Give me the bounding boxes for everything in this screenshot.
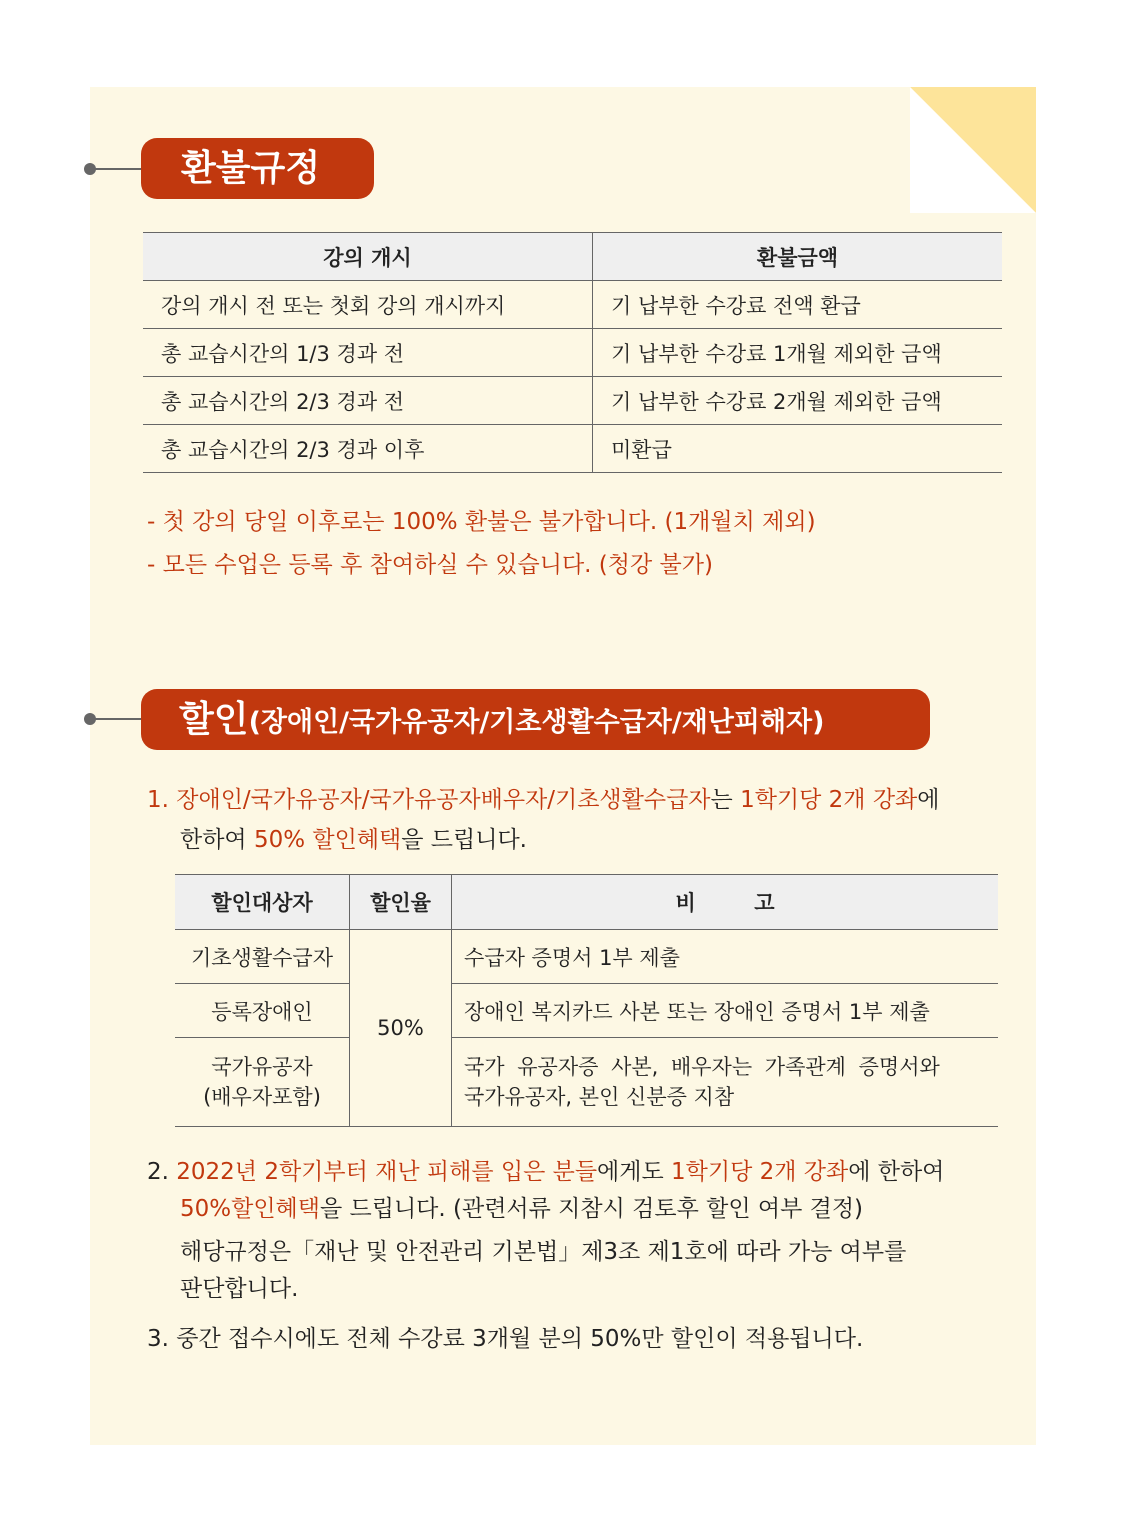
section-bullet-dot (84, 713, 96, 725)
table-cell (452, 1038, 999, 1127)
discount-title-main: 할인 (179, 699, 249, 740)
discount-item-1 (147, 781, 939, 814)
text-fragment: 한하여 (180, 827, 254, 853)
cell-line: 국가유공자, 본인 신분증 지참 (464, 1085, 735, 1109)
table-cell: 강의 개시 전 또는 첫회 강의 개시까지 (143, 281, 593, 329)
table-row (143, 329, 1002, 377)
course-limit: 1학기당 2개 강좌 (740, 787, 918, 813)
table-cell (175, 1038, 350, 1127)
table-cell: 총 교습시간의 2/3 경과 이후 (143, 425, 593, 473)
discount-rate-cell: 50% (350, 930, 452, 1127)
cell-line: 국가유공자 (211, 1055, 313, 1079)
text-fragment: 는 (710, 787, 741, 813)
text-fragment: 중간 접수시에도 전체 수강료 3개월 분의 50%만 할인이 적용됩니다. (176, 1326, 864, 1352)
table-cell: 등록장애인 (175, 984, 350, 1038)
table-header-cell: 비 고 (452, 875, 999, 930)
disaster-victims: 2022년 2학기부터 재난 피해를 입은 분들 (176, 1159, 598, 1185)
table-header-cell: 할인대상자 (175, 875, 350, 930)
section-bullet-dot (84, 163, 96, 175)
table-cell: 총 교습시간의 2/3 경과 전 (143, 377, 593, 425)
refund-note: - 첫 강의 당일 이후로는 100% 환불은 불가합니다. (1개월치 제외) (147, 509, 816, 535)
refund-title-text: 환불규정 (181, 148, 321, 189)
eligible-groups: 장애인/국가유공자/국가유공자배우자/기초생활수급자 (176, 787, 711, 813)
discount-title-sub: (장애인/국가유공자/기초생활수급자/재난피해자) (248, 707, 825, 738)
refund-table (143, 232, 1002, 473)
table-cell: 총 교습시간의 1/3 경과 전 (143, 329, 593, 377)
table-row (175, 930, 998, 984)
text-fragment: 을 드립니다. (관련서류 지참시 검토후 할인 여부 결정) (320, 1196, 864, 1222)
refund-section-title (141, 138, 374, 199)
item-number: 3. (147, 1326, 169, 1352)
table-row (175, 984, 998, 1038)
folded-corner-decoration (910, 87, 1036, 213)
discount-item-2-cont (180, 1190, 863, 1223)
table-row (143, 281, 1002, 329)
table-cell: 기 납부한 수강료 전액 환급 (593, 281, 1003, 329)
discount-item-3 (147, 1320, 863, 1353)
discount-item-2 (147, 1153, 944, 1186)
table-header-row (143, 233, 1002, 281)
discount-table (175, 874, 998, 1127)
cell-line: (배우자포함) (203, 1085, 321, 1109)
course-limit: 1학기당 2개 강좌 (671, 1159, 849, 1185)
refund-note: - 모든 수업은 등록 후 참여하실 수 있습니다. (청강 불가) (147, 552, 713, 578)
discount-benefit: 50%할인혜택 (180, 1196, 320, 1222)
table-header-cell: 할인율 (350, 875, 452, 930)
table-cell: 수급자 증명서 1부 제출 (452, 930, 999, 984)
discount-section-title (141, 689, 930, 750)
text-fragment: 을 드립니다. (401, 827, 527, 853)
discount-benefit: 50% 할인혜택 (253, 827, 402, 853)
item-number: 1. (147, 787, 169, 813)
table-row (143, 377, 1002, 425)
text-fragment: 에게도 (597, 1159, 672, 1185)
item-number: 2. (147, 1159, 169, 1185)
table-row (143, 425, 1002, 473)
table-cell: 미환급 (593, 425, 1003, 473)
text-fragment: 에 한하여 (848, 1159, 945, 1185)
table-header-cell: 환불금액 (593, 233, 1003, 281)
discount-item-2-rule-cont: 판단합니다. (180, 1276, 299, 1302)
table-cell: 기 납부한 수강료 2개월 제외한 금액 (593, 377, 1003, 425)
text-fragment: 에 (917, 787, 940, 813)
table-cell: 기 납부한 수강료 1개월 제외한 금액 (593, 329, 1003, 377)
cell-line: 국가 유공자증 사본, 배우자는 가족관계 증명서와 (464, 1055, 940, 1079)
discount-item-2-rule: 해당규정은「재난 및 안전관리 기본법」제3조 제1호에 따라 가능 여부를 (180, 1239, 907, 1265)
discount-item-1-cont (180, 821, 527, 854)
table-cell: 장애인 복지카드 사본 또는 장애인 증명서 1부 제출 (452, 984, 999, 1038)
table-header-cell: 강의 개시 (143, 233, 593, 281)
table-cell: 기초생활수급자 (175, 930, 350, 984)
table-row (175, 1038, 998, 1127)
table-header-row (175, 875, 998, 930)
